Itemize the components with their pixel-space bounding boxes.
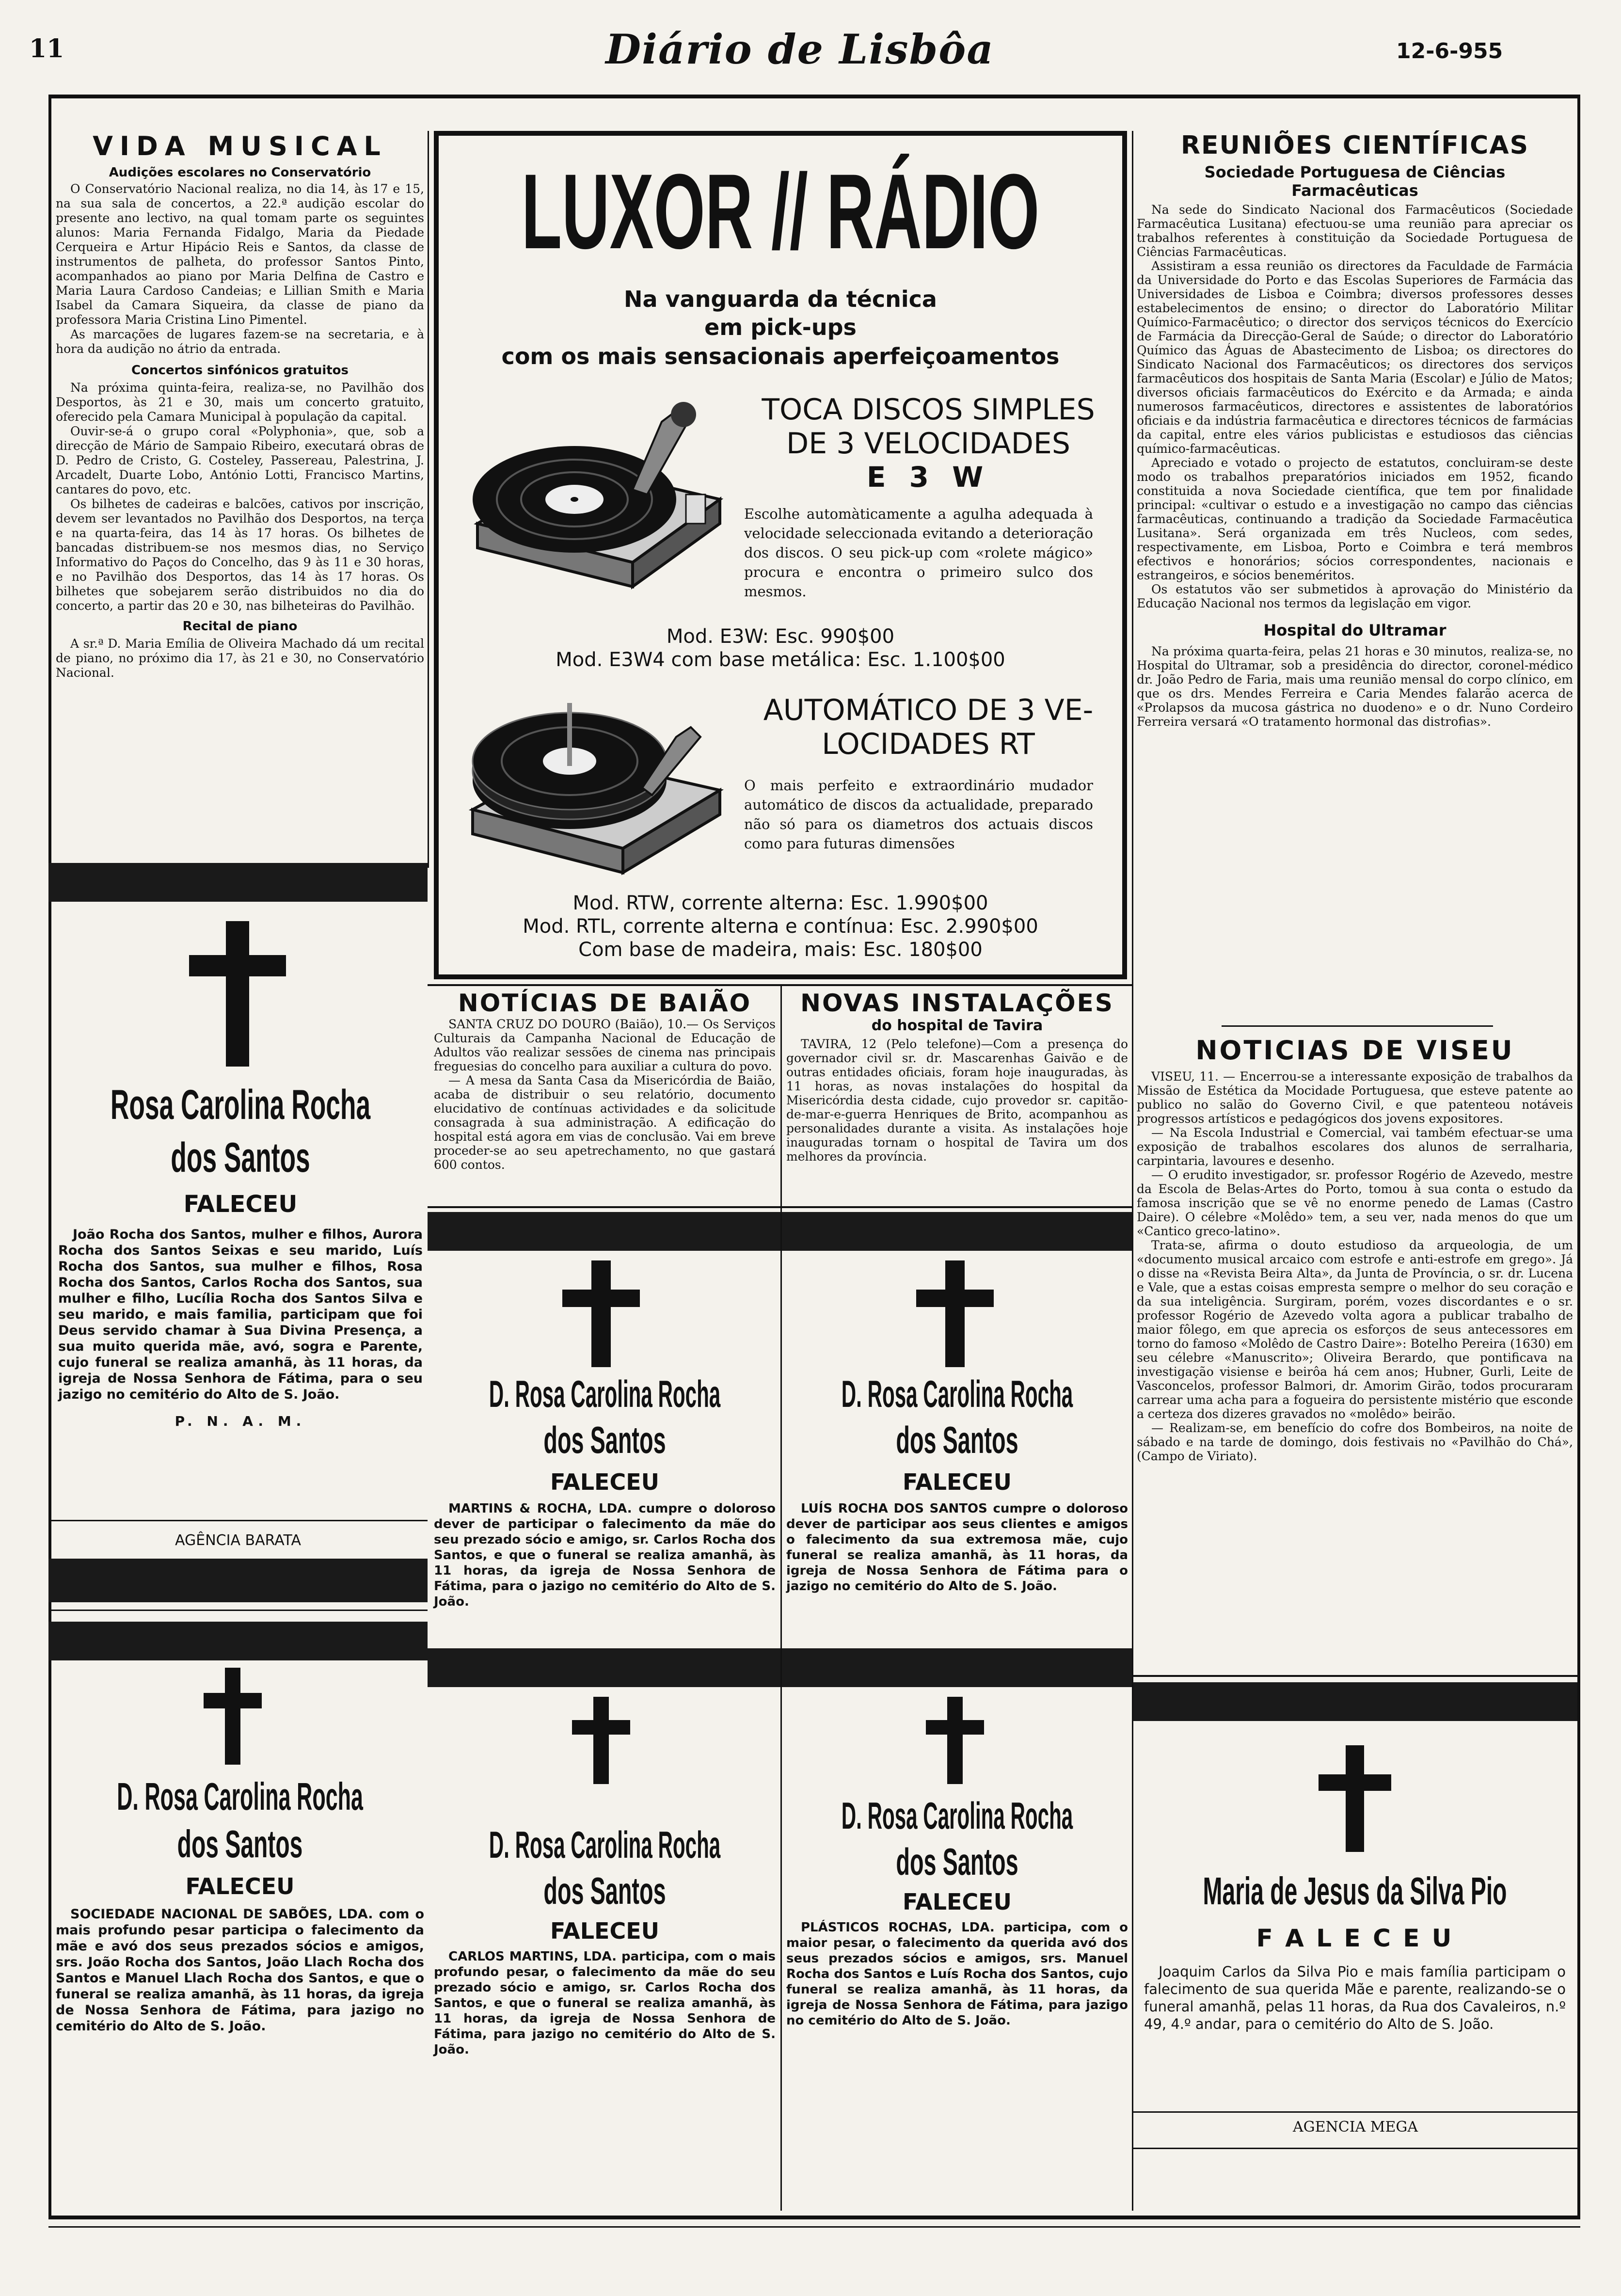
divider — [48, 1520, 428, 1521]
deceased-name: D. Rosa Carolina Rocha — [489, 1823, 721, 1866]
product-description: Escolhe automàticamente a agulha adequada à velocidade seleccionada evitando a deterioração dos discos. O seu pick-up com «rolete mágico» procura e encontra o primeiro sulco dos mesmos. — [744, 506, 1093, 600]
mourning-bar — [48, 1559, 428, 1602]
paragraph: Apreciado e votado o projecto de estatutos, concluiram-se deste modo os trabalhos preparatórios iniciados em 1952, ficando constituida a nova Sociedade científica, que tem por finalidade principal: «cultivar o estudo e a investigação no campo das ciências farmacêuticas, continuando a tradição da Sociedade Farmacêutica Lusitana». Será organizada em três Nucleos, com sedes, respectivamente, em Lisboa, Porto e Coimbra e terá membros efectivos e honorários; sócios correspondentes, nacionais e estrangeiros, e sócios beneméritos. — [1137, 456, 1573, 582]
paragraph: O Conservatório Nacional realiza, no dia 14, às 17 e 15, na sua sala de concertos, a 22.ª audição escolar do presente ano lectivo, na qual tomam parte os seguintes alunos: Maria Fernanda Fidalgo, Maria da Piedade Cerqueira e Artur Hipácio Reis e Santos, da classe de instrumentos de palheta, do professor Santos Pinto, acompanhados ao piano por Maria Delfina de Castro e Maria Laura Cardoso Candeias; e Lillian Smith e Maria Isabel da Camara Siqueira, da classe de piano da professora Maria Cristina Lino Pimentel. — [56, 182, 424, 327]
noticias-viseu — [1137, 1035, 1573, 1463]
product-price: Mod. RTW, corrente alterna: Esc. 1.990$00 — [572, 892, 988, 914]
deceased-name: D. Rosa Carolina Rocha — [489, 1372, 721, 1415]
deceased-name: dos Santos — [896, 1840, 1018, 1883]
faleceu-label: FALECEU — [183, 1191, 298, 1218]
deceased-name: Rosa Carolina Rocha — [110, 1082, 371, 1128]
noticias-baiao — [434, 989, 776, 1172]
product-title: TOCA DISCOS SIMPLES — [762, 393, 1095, 427]
luxor-ad — [434, 131, 1127, 979]
record-player-illustration — [458, 378, 730, 621]
luxor-tagline: em pick-ups — [704, 314, 857, 340]
subhead-hospital-ultramar: Hospital do Ultramar — [1263, 621, 1446, 639]
paragraph: Ouvir-se-á o grupo coral «Polyphonia», que, sob a direcção de Mário de Sampaio Ribeiro, executará obras de D. Pedro de Cristo, G. Costeley, Passereau, Palestrina, J. Arcadelt, Duarte Lobo, António Lotti, Francisco Martins, cantares do povo, etc. — [56, 424, 424, 496]
cross-icon — [204, 1668, 262, 1765]
paragraph: — Na Escola Industrial e Comercial, vai também efectuar-se uma exposição de trabalhos escolares dos alunos de serralharia, carpintaria, lavoures e desenho. — [1137, 1126, 1573, 1168]
deceased-name: Maria de Jesus da Silva Pio — [1203, 1869, 1507, 1913]
viseu-title: NOTICIAS DE VISEU — [1195, 1035, 1514, 1066]
vida-musical — [56, 131, 424, 680]
divider — [1133, 1675, 1577, 1677]
col-divider-2 — [780, 984, 782, 2211]
deceased-name: dos Santos — [177, 1822, 303, 1866]
subhead-concertos: Concertos sinfónicos gratuitos — [131, 363, 349, 378]
paragraph: Na próxima quinta-feira, realiza-se, no Pavilhão dos Desportos, às 21 e 30, mais um concerto gratuito, oferecido pela Camara Municipal à população da capital. — [56, 381, 424, 424]
divider — [1133, 2111, 1577, 2113]
luxor-tagline: com os mais sensacionais aperfeiçoamentos — [501, 343, 1060, 369]
subhead-sociedade: Sociedade Portuguesa de Ciências Farmacêuticas — [1204, 163, 1506, 200]
obituary-text: Joaquim Carlos da Silva Pio e mais família participam o falecimento de sua querida Mãe e parente, realizando-se o funeral amanhã, pelas 11 horas, da Rua dos Cavaleiros, n.º 49, 4.º andar, para o cemitério do Alto de S. João. — [1144, 1963, 1566, 2032]
paragraph: — A mesa da Santa Casa da Misericórdia de Baião, acaba de distribuir o seu relatório, documento elucidativo de contínuas actividades e da solicitude consagrada à sua administração. A edificação do hospital está agora em vias de conclusão. Vai em breve proceder-se ao seu apetrechamento, no que gastará 600 contos. — [434, 1073, 776, 1172]
novas-instalacoes — [786, 989, 1128, 1164]
cross-icon — [562, 1260, 640, 1367]
faleceu-label: FALECEU — [185, 1873, 295, 1899]
paragraph: — O erudito investigador, sr. professor Rogério de Azevedo, mestre da Escola de Belas-Artes do Porto, tomou à sua conta o estudo da famosa inscrição que se vê no enorme penedo de Lamas (Castro Daire). O célebre «Molêdo» tem, a seu ver, nada menos do que um «Cantico greco-latino». — [1137, 1168, 1573, 1238]
col-divider-1 — [428, 131, 429, 868]
paragraph: Na próxima quarta-feira, pelas 21 horas e 30 minutos, realiza-se, no Hospital do Ultramar, sob a presidência do director, coronel-médico dr. João Pedro de Faria, mais uma reunião mensal do corpo clínico, em que os drs. Mendes Ferreira e Caria Mendes falarão acerca de «Prolapsos da mucosa gástrica no duodeno» e o dr. Nuno Cordeiro Ferreira versará «O tratamento hormonal das distrofias». — [1137, 644, 1573, 729]
product-price: Mod. E3W4 com base metálica: Esc. 1.100$00 — [556, 649, 1005, 671]
product-price: Mod. E3W: Esc. 990$00 — [666, 625, 895, 648]
tavira-title: NOVAS INSTALAÇÕES — [800, 989, 1114, 1017]
product-title: AUTOMÁTICO DE 3 VE- — [763, 693, 1094, 727]
deceased-name: dos Santos — [543, 1869, 666, 1912]
paragraph: Os bilhetes de cadeiras e balcões, cativos por inscrição, devem ser levantados no Pavilhão dos Desportos, na terça e na quarta-feira, das 14 às 17 horas. Os bilhetes de bancadas distribuem-se nos mesmos dias, no Serviço Informativo do Paços do Concelho, das 9 às 11 e 30 horas, e no Pavilhão dos Desportos, das 14 às 17 horas. Os bilhetes que sobejarem serão distribuidos no dia do concerto, a partir das 20 e 30, nas bilheteiras do Pavilhão. — [56, 497, 424, 613]
divider — [428, 1206, 1132, 1208]
divider — [48, 1610, 428, 1611]
signature: P. N. A. M. — [175, 1413, 306, 1429]
product-model: E 3 W — [866, 461, 990, 494]
funeral-agency: AGENCIA MEGA — [1292, 2119, 1418, 2136]
reunioes-title: REUNIÕES CIENTÍFICAS — [1180, 131, 1529, 160]
deceased-name: D. Rosa Carolina Rocha — [117, 1775, 363, 1818]
faleceu-label: FALECEU — [550, 1918, 659, 1944]
product-title: DE 3 VELOCIDADES — [786, 427, 1070, 461]
obituary-text: SOCIEDADE NACIONAL DE SABÕES, LDA. com o mais profundo pesar participa o falecimento da mãe e avó dos seus prezados sócios e amigos, srs. João Rocha dos Santos, João Llach Rocha dos Santos e Manuel Llach Rocha dos Santos, e que o funeral se realiza amanhã, às 11 horas, da igreja de Nossa Senhora de Fátima, para jazigo no cemitério do Alto de S. João. — [56, 1907, 424, 2034]
obituary-rosa-carolina — [58, 1081, 423, 1429]
divider — [428, 984, 1132, 986]
obituary-luis-rocha — [786, 1372, 1128, 1594]
deceased-name: D. Rosa Carolina Rocha — [841, 1794, 1073, 1837]
frame-bottom — [48, 2216, 1580, 2219]
faleceu-label: FALECEU — [550, 1469, 659, 1495]
faleceu-label: FALECEU — [902, 1469, 1012, 1495]
paragraph: Na sede do Sindicato Nacional dos Farmacêuticos (Sociedade Farmacêutica Lusitana) efectuou-se uma reunião para apreciar os trabalhos referentes à constituição da Sociedade Portuguesa de Ciências Farmacêuticas. — [1137, 203, 1573, 259]
paragraph: As marcações de lugares fazem-se na secretaria, e à hora da audição no átrio da entrada. — [56, 327, 424, 356]
funeral-agency: AGÊNCIA BARATA — [175, 1532, 301, 1549]
deceased-name: dos Santos — [543, 1419, 666, 1461]
product-title: LOCIDADES RT — [822, 727, 1035, 761]
mourning-bar — [782, 1212, 1132, 1251]
subhead-audicoes: Audições escolares no Conservatório — [109, 165, 371, 180]
obituary-text: CARLOS MARTINS, LDA. participa, com o mais profundo pesar, o falecimento da mãe do seu prezado sócio e amigo, sr. Carlos Rocha dos Santos, e que o funeral se realiza amanhã, às 11 horas, da igreja de Nossa Senhora de Fátima, para jazigo no cemitério do Alto de S. João. — [434, 1949, 776, 2057]
cross-icon — [189, 921, 286, 1067]
obituary-sociedade-saboes — [56, 1774, 424, 2034]
deceased-name: dos Santos — [171, 1134, 310, 1181]
col-divider-3 — [1132, 131, 1133, 2211]
obituary-text: LUÍS ROCHA DOS SANTOS cumpre o doloroso dever de participar aos seus clientes e amigos o falecimento da sua extremosa mãe, cujo funeral se realiza amanhã, às 11 horas, da igreja de Nossa Senhora de Fátima para o jazigo no cemitério do Alto de S. João. — [786, 1501, 1128, 1594]
obituary-text: PLÁSTICOS ROCHAS, LDA. participa, com o maior pesar, o falecimento da querida avó dos seus prezados sócios e amigos, srs. Manuel Rocha dos Santos e Luís Rocha dos Santos, cujo funeral se realiza amanhã, às 11 horas, da igreja de Nossa Senhora de Fátima, para jazigo no cemitério do Alto de S. João. — [786, 1920, 1128, 2028]
obituary-martins-rocha — [434, 1372, 776, 1610]
divider — [1133, 2148, 1577, 2149]
paragraph: Assistiram a essa reunião os directores da Faculdade de Farmácia da Universidade do Porto e das Escolas Superiores de Farmácia das Universidades de Lisboa e Coimbra; diversos professores desses estabelecimentos de ensino; o director do Laboratório Militar Químico-Farmacêutico; o director dos serviços técnicos do Exercício de Farmácia da Direcção-Geral de Saúde; o director do Laboratório Químico das Águas de Abastecimento de Lisboa; os directores do Sindicato Nacional dos Farmacêuticos; os directores dos serviços farmacêuticos dos hospitais de Santa Maria (Escolar) e Júlio de Matos; diversos oficiais farmacêuticos do Exército e da Armada; e ainda numerosos farmacêuticos, directores e assistentes de laboratórios oficiais e da indústria farmacêutica e directores técnicos de farmácias da capital, entre eles vários publicistas e estudiosos das ciências químico-farmacêuticas. — [1137, 259, 1573, 456]
reunioes-cientificas — [1137, 131, 1573, 729]
product-price: Com base de madeira, mais: Esc. 180$00 — [578, 939, 983, 961]
obituary-plasticos-rochas — [786, 1794, 1128, 2028]
ornamental-rule — [1222, 1025, 1493, 1027]
deceased-name: dos Santos — [896, 1419, 1018, 1461]
frame-top — [48, 95, 1580, 98]
cross-icon — [572, 1697, 630, 1784]
faleceu-label: F A L E C E U — [1256, 1924, 1454, 1952]
luxor-brand: LUXOR // RÁDIO — [521, 152, 1040, 271]
paragraph: VISEU, 11. — Encerrou-se a interessante exposição de trabalhos da Missão de Estética da Mocidade Portuguesa, que esteve patente ao publico no salão do Governo Civil, e que patenteou notáveis progressos artísticos e pedagógicos dos jovens expositores. — [1137, 1069, 1573, 1126]
record-changer-illustration — [458, 684, 730, 887]
subhead-recital: Recital de piano — [182, 619, 298, 634]
faleceu-label: FALECEU — [902, 1889, 1012, 1915]
luxor-tagline: Na vanguarda da técnica — [624, 286, 937, 312]
frame-left — [48, 95, 51, 2218]
obituary-maria-pio — [1144, 1869, 1566, 2033]
cross-icon — [916, 1260, 994, 1367]
frame-right — [1577, 95, 1580, 2218]
paragraph: — Realizam-se, em benefício do cofre dos Bombeiros, na noite de sábado e na tarde de domingo, dois festivais no «Pavilhão do Chá», (Campo de Viriato). — [1137, 1421, 1573, 1463]
paragraph: SANTA CRUZ DO DOURO (Baião), 10.— Os Serviços Culturais da Campanha Nacional de Educação de Adultos vão realizar sessões de cinema nas principais freguesias do concelho para auxiliar a cultura do povo. — [434, 1017, 776, 1073]
mourning-bar — [428, 1648, 780, 1687]
obituary-carlos-martins — [434, 1823, 776, 2057]
baiao-title: NOTÍCIAS DE BAIÃO — [458, 989, 752, 1017]
tavira-subtitle: do hospital de Tavira — [871, 1017, 1043, 1034]
vida-musical-title: VIDA MUSICAL — [93, 131, 387, 161]
paragraph: Os estatutos vão ser submetidos à aprovação do Ministério da Educação Nacional nos termos da legislação em vigor. — [1137, 582, 1573, 610]
issue-date: 12-6-955 — [1396, 39, 1503, 64]
obituary-text: MARTINS & ROCHA, LDA. cumpre o doloroso dever de participar o falecimento da mãe do seu prezado sócio e amigo, sr. Carlos Rocha dos Santos, e que o funeral se realiza amanhã, às 11 horas, da igreja de Nossa Senhora de Fátima, para o jazigo no cemitério do Alto de S. João. — [434, 1501, 776, 1609]
paragraph: A sr.ª D. Maria Emília de Oliveira Machado dá um recital de piano, no próximo dia 17, às 21 e 30, no Conservatório Nacional. — [56, 637, 424, 680]
mourning-bar — [48, 1622, 428, 1660]
newspaper-title: Diário de Lisbôa — [605, 25, 994, 73]
product-price: Mod. RTL, corrente alterna e contínua: Esc. 2.990$00 — [523, 915, 1038, 938]
paragraph: Trata-se, afirma o douto estudioso da arqueologia, de um «documento musical arcaico com estrofe e anti-estrofe em grego». Já o disse na «Revista Beira Alta», da Junta de Província, o sr. dr. Lucena e Vale, que a estas coisas empresta sempre o melhor do seu coração e da sua inteligência. Surgiram, porém, vozes discordantes e o sr. professor Rogério de Azevedo volta agora a publicar trabalho de maior fôlego, em que aprecia os esforços de seus antecessores em torno do famoso «Molêdo de Castro Daire»: Botelho Pereira (1630) em seu célebre «Manuscrito»; Oliveira Berardo, que pontificava na investigação visiense e beirôa há cem anos; Hubner, Gurli, Leite de Vasconcelos, professor Balmori, dr. Amorim Girão, todos procuraram carrear uma acha para a fogueira do persistente mistério que esconde a certeza dos dizeres gravados no «molêdo» beirão. — [1137, 1238, 1573, 1421]
frame-bottom-thin — [48, 2226, 1580, 2228]
deceased-name: D. Rosa Carolina Rocha — [841, 1372, 1073, 1415]
cross-icon — [1319, 1745, 1391, 1852]
mourning-bar — [1133, 1682, 1577, 1721]
mourning-bar — [782, 1648, 1132, 1687]
mourning-bar — [48, 863, 428, 902]
product-description: O mais perfeito e extraordinário mudador automático de discos da actualidade, preparado não só para os diametros dos actuais discos como para futuras dimensões — [744, 777, 1093, 852]
mourning-bar — [428, 1212, 780, 1251]
obituary-text: João Rocha dos Santos, mulher e filhos, Aurora Rocha dos Santos Seixas e seu marido, Luís Rocha dos Santos, sua mulher e filhos, Rosa Rocha dos Santos, Carlos Rocha dos Santos, sua mulher e filho, Lucília Rocha dos Santos Silva e seu marido, e mais familia, participam que foi Deus servido chamar à Sua Divina Presença, a sua muito querida mãe, avó, sogra e Parente, cujo funeral se realiza amanhã, às 11 horas, da igreja de Nossa Senhora de Fátima, para o seu jazigo no cemitério do Alto de S. João. — [58, 1227, 423, 1402]
page-number: 11 — [29, 34, 64, 64]
cross-icon — [926, 1697, 984, 1784]
paragraph: TAVIRA, 12 (Pelo telefone)—Com a presença do governador civil sr. dr. Mascarenhas Gaivão e de outras entidades oficiais, foram hoje inauguradas, às 11 horas, as novas instalações do hospital da Misericórdia desta cidade, cujo provedor sr. capitão-de-mar-e-guerra Henriques de Brito, acompanhou as personalidades durante a visita. As instalações hoje inauguradas tornam o hospital de Tavira um dos melhores da província. — [786, 1037, 1128, 1164]
